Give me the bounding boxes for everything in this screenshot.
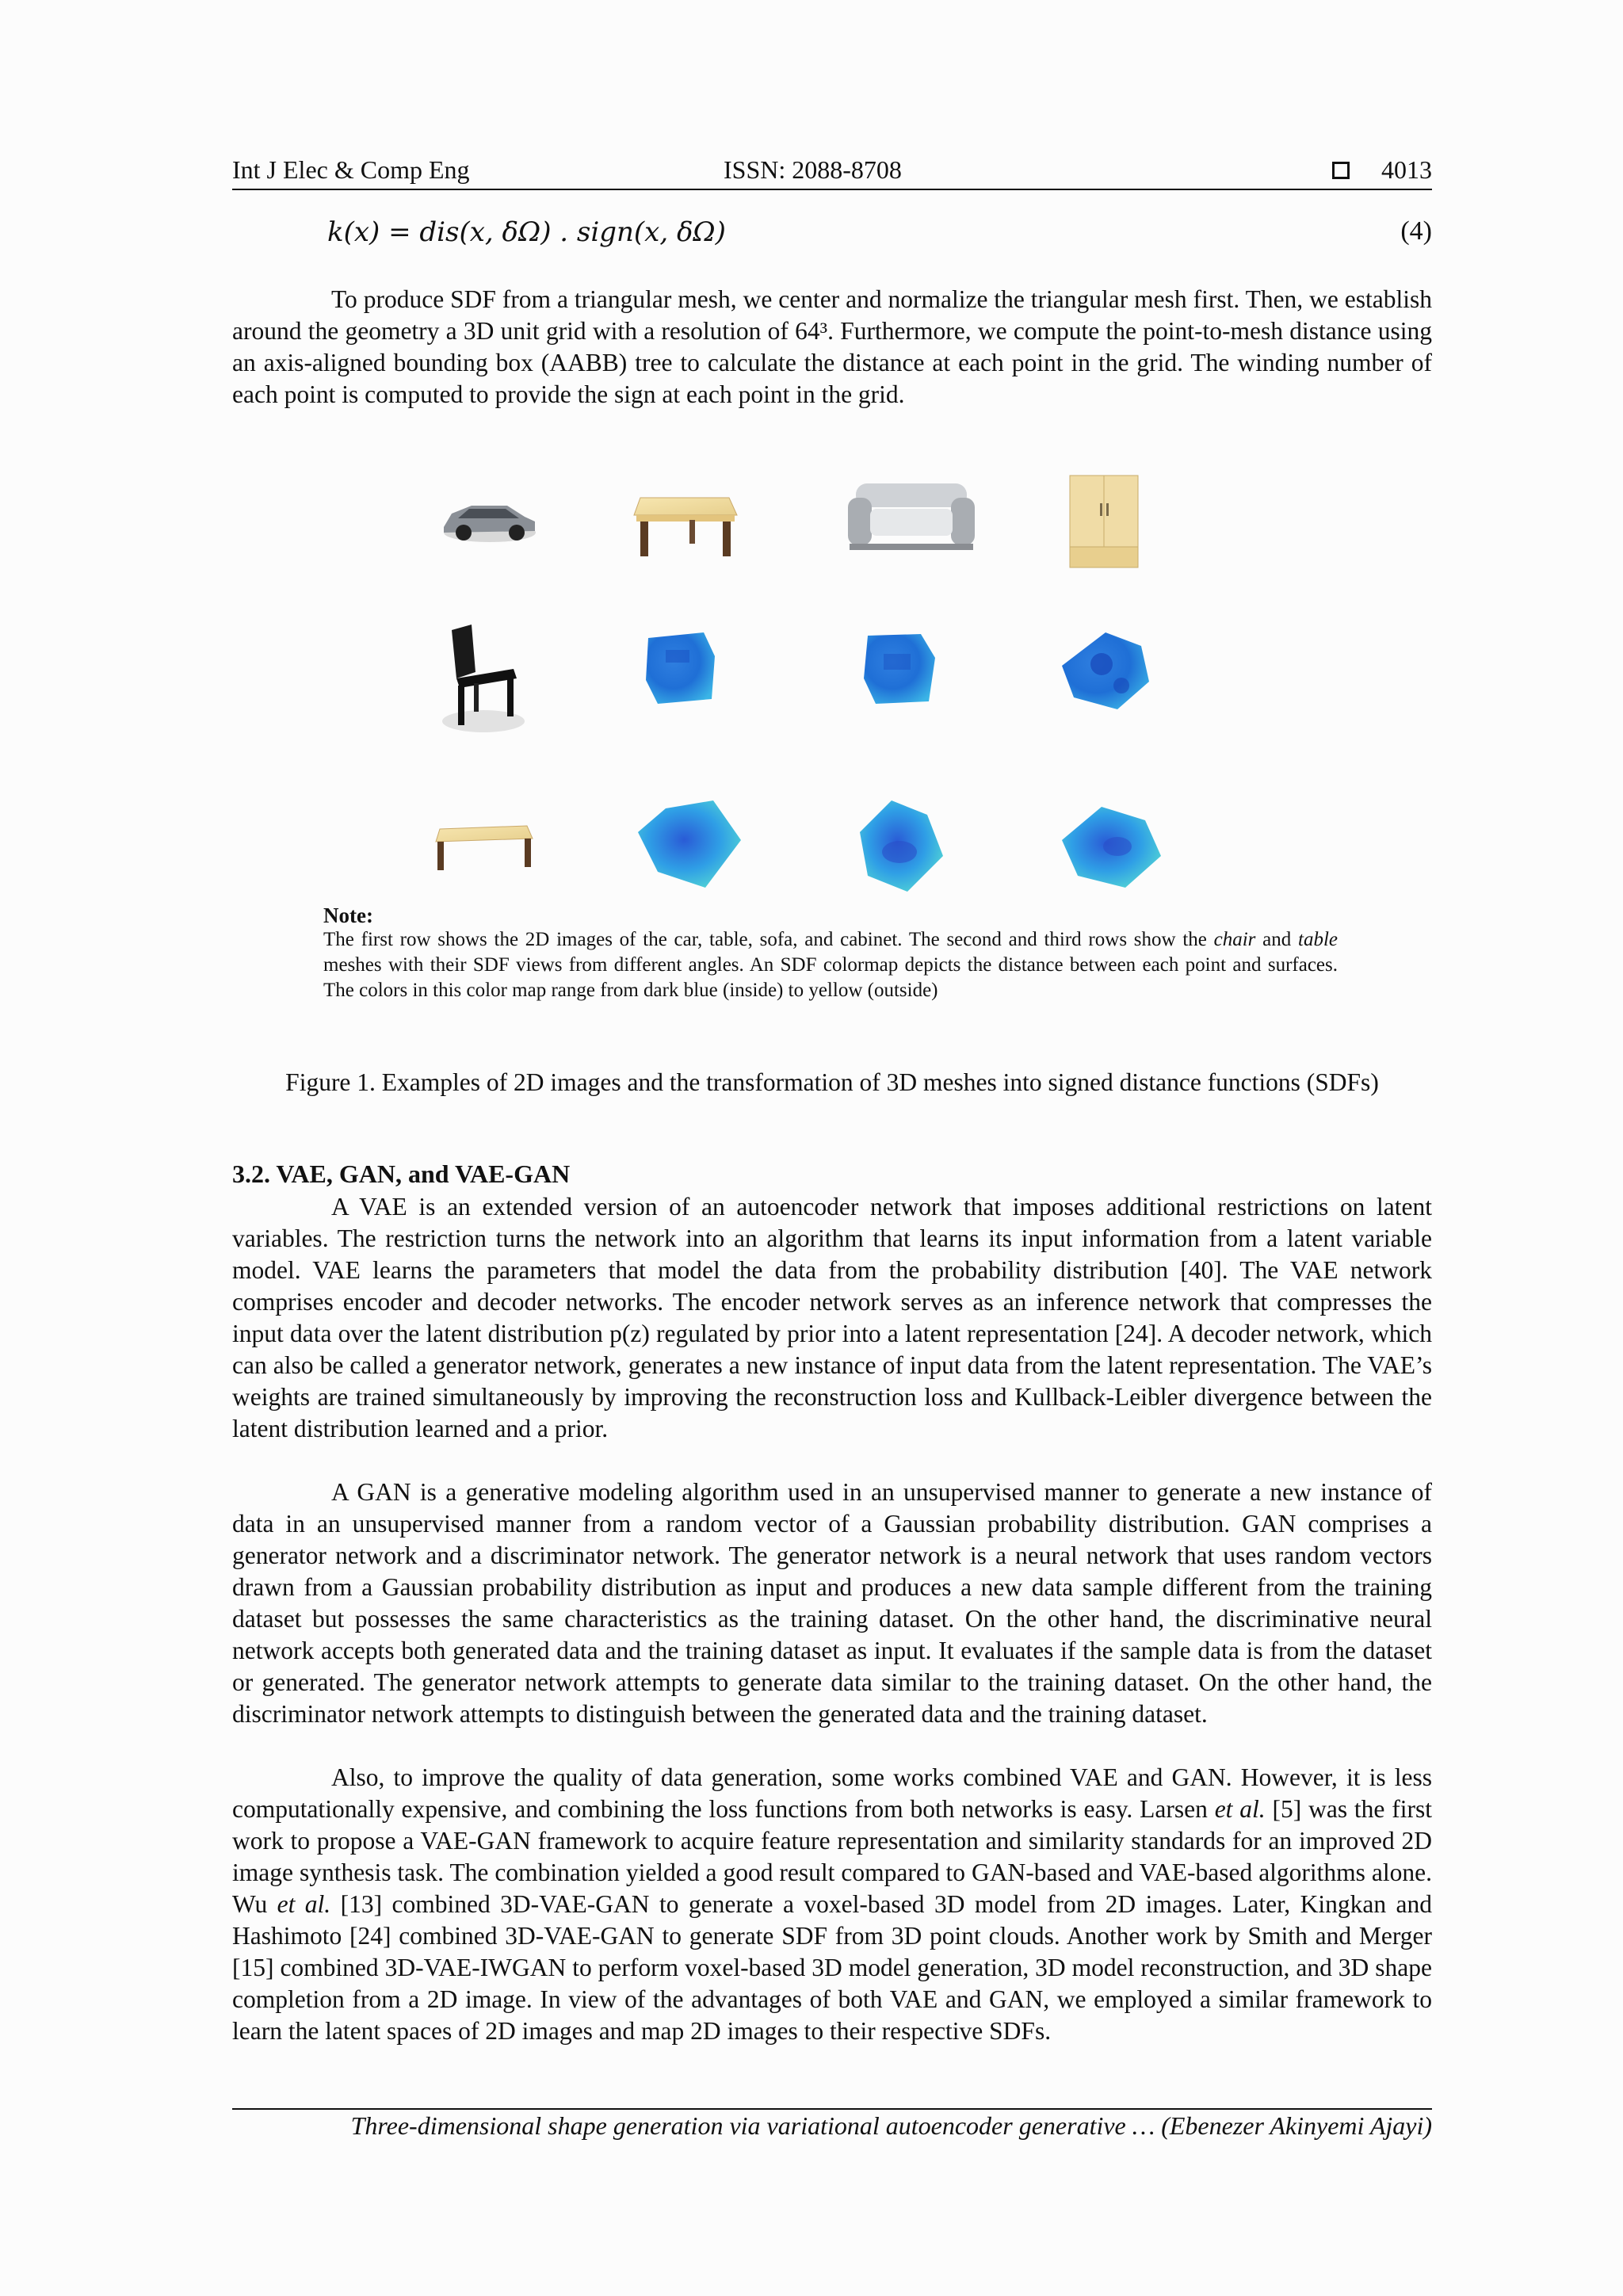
note-and: and <box>1255 929 1298 950</box>
issn: ISSN: 2088-8708 <box>724 155 902 184</box>
sdf-table-view-1 <box>638 800 741 888</box>
equation: k(x) = dis(x, δΩ) . sign(x, δΩ) <box>327 216 726 248</box>
note-table: table <box>1298 929 1338 950</box>
cabinet-image <box>1070 476 1138 567</box>
table-image-2 <box>436 826 533 870</box>
sdf-chair-view-3 <box>1062 632 1149 709</box>
footer-rule <box>232 2108 1432 2110</box>
page-number-group <box>1332 155 1432 185</box>
figure-note-body <box>323 927 1338 1003</box>
figure-image <box>317 460 1212 904</box>
paragraph-gan: A GAN is a generative modeling algorithm used in an unsupervised manner to generate a new instance of data in an unsupervised manner from a random vector of a Gaussian probability distribution. GAN comprises a generator network and a discriminator network. The generator network is a neural network that uses random vectors drawn from a Gaussian probability distribution as input and produces a new data sample different from the training dataset but possesses the same characteristics as the training dataset. On the other hand, the discriminative neural network accepts both generated data and the training dataset as input. It evaluates if the sample data is from the dataset or generated. The generator network attempts to generate data similar to the training dataset. On the other hand, the discriminator network attempts to distinguish between the generated data and the training dataset. <box>232 1478 1432 1728</box>
equation-number: (4) <box>1400 216 1432 246</box>
section-heading: 3.2. VAE, GAN, and VAE-GAN <box>232 1159 571 1188</box>
sdf-table-view-3 <box>1062 807 1161 888</box>
note-chair: chair <box>1213 929 1256 950</box>
sofa-image <box>848 483 975 550</box>
table-image <box>634 498 737 556</box>
sdf-table-view-2 <box>860 800 943 892</box>
figure-caption: Figure 1. Examples of 2D images and the transformation of 3D meshes into signed distance functions (SDFs) <box>285 1068 1379 1096</box>
car-image <box>444 506 536 542</box>
paragraph-sdf: To produce SDF from a triangular mesh, we center and normalize the triangular mesh first. Then, we establish around the geometry a 3D unit grid with a resolution of 64³. Furthermore, we compute the point-to-mesh distance using an axis-aligned bounding box (AABB) tree to calculate the distance at each point in the grid. The winding number of each point is computed to provide the sign at each point in the grid. <box>232 285 1432 408</box>
paragraph-vae-gan <box>232 1762 1432 2047</box>
paragraph-vae: A VAE is an extended version of an autoencoder network that imposes additional restrictions on latent variables. The restriction turns the network into an algorithm that learns its input information from a latent variable model. VAE learns the parameters that model the data from the probability distribution [40]. The VAE network comprises encoder and decoder networks. The encoder network serves as an inference network that compresses the input data over the latent distribution p(z) regulated by prior into a latent representation [24]. A decoder network, which can also be called a generator network, generates a new instance of input data from the latent representation. The VAE’s weights are trained simultaneously by improving the reconstruction loss and Kullback-Leibler divergence between the latent distribution learned and a prior. <box>232 1193 1432 1442</box>
figure-1-grid <box>317 460 1212 904</box>
note-text-2: meshes with their SDF views from different angles. An SDF colormap depicts the distance between each point and surfaces. The colors in this color map range from dark blue (inside) to yellow (outside) <box>323 954 1338 1001</box>
running-footer: Three-dimensional shape generation via variational autoencoder generative … (Ebenezer Akinyemi Ajayi) <box>350 2111 1432 2140</box>
sdf-chair-view-1 <box>646 632 715 704</box>
chair-image <box>442 625 525 732</box>
running-header <box>232 155 1432 189</box>
page-number: 4013 <box>1381 155 1432 184</box>
journal-name: Int J Elec & Comp Eng <box>232 155 470 184</box>
p3-text-a: Also, to improve the quality of data generation, some works combined VAE and GAN. However, it is less computationally expensive, and combining the loss functions from both networks is easy. Larsen <box>232 1763 1432 1823</box>
header-rule <box>232 189 1432 190</box>
p3-etal-2: et al. <box>277 1890 331 1918</box>
note-text-1: The first row shows the 2D images of the car, table, sofa, and cabinet. The second and third rows show the <box>323 929 1214 950</box>
p3-etal-1: et al. <box>1214 1795 1266 1823</box>
p3-text-c: [13] combined 3D-VAE-GAN to generate a voxel-based 3D model from 2D images. Later, Kingkan and Hashimoto [24] combined 3D-VAE-GAN to generate SDF from 3D point clouds. Another work by Smith and Merger [15] combined 3D-VAE-IWGAN to perform voxel-based 3D model generation, 3D model reconstruction, and 3D shape completion from a 2D image. In view of the advantages of both VAE and GAN, we employed a similar framework to learn the latent spaces of 2D images and map 2D images to their respective SDFs. <box>232 1890 1432 2045</box>
figure-note-title: Note: <box>323 904 373 927</box>
sdf-chair-view-2 <box>864 634 935 704</box>
square-icon <box>1332 162 1350 179</box>
p3-text-b: [5] was the first work to propose a VAE-GAN framework to acquire feature representation and similarity standards for an improved 2D image synthesis task. The combination yielded a good result compared to GAN-based and VAE-based algorithms alone. Wu <box>232 1795 1432 1918</box>
